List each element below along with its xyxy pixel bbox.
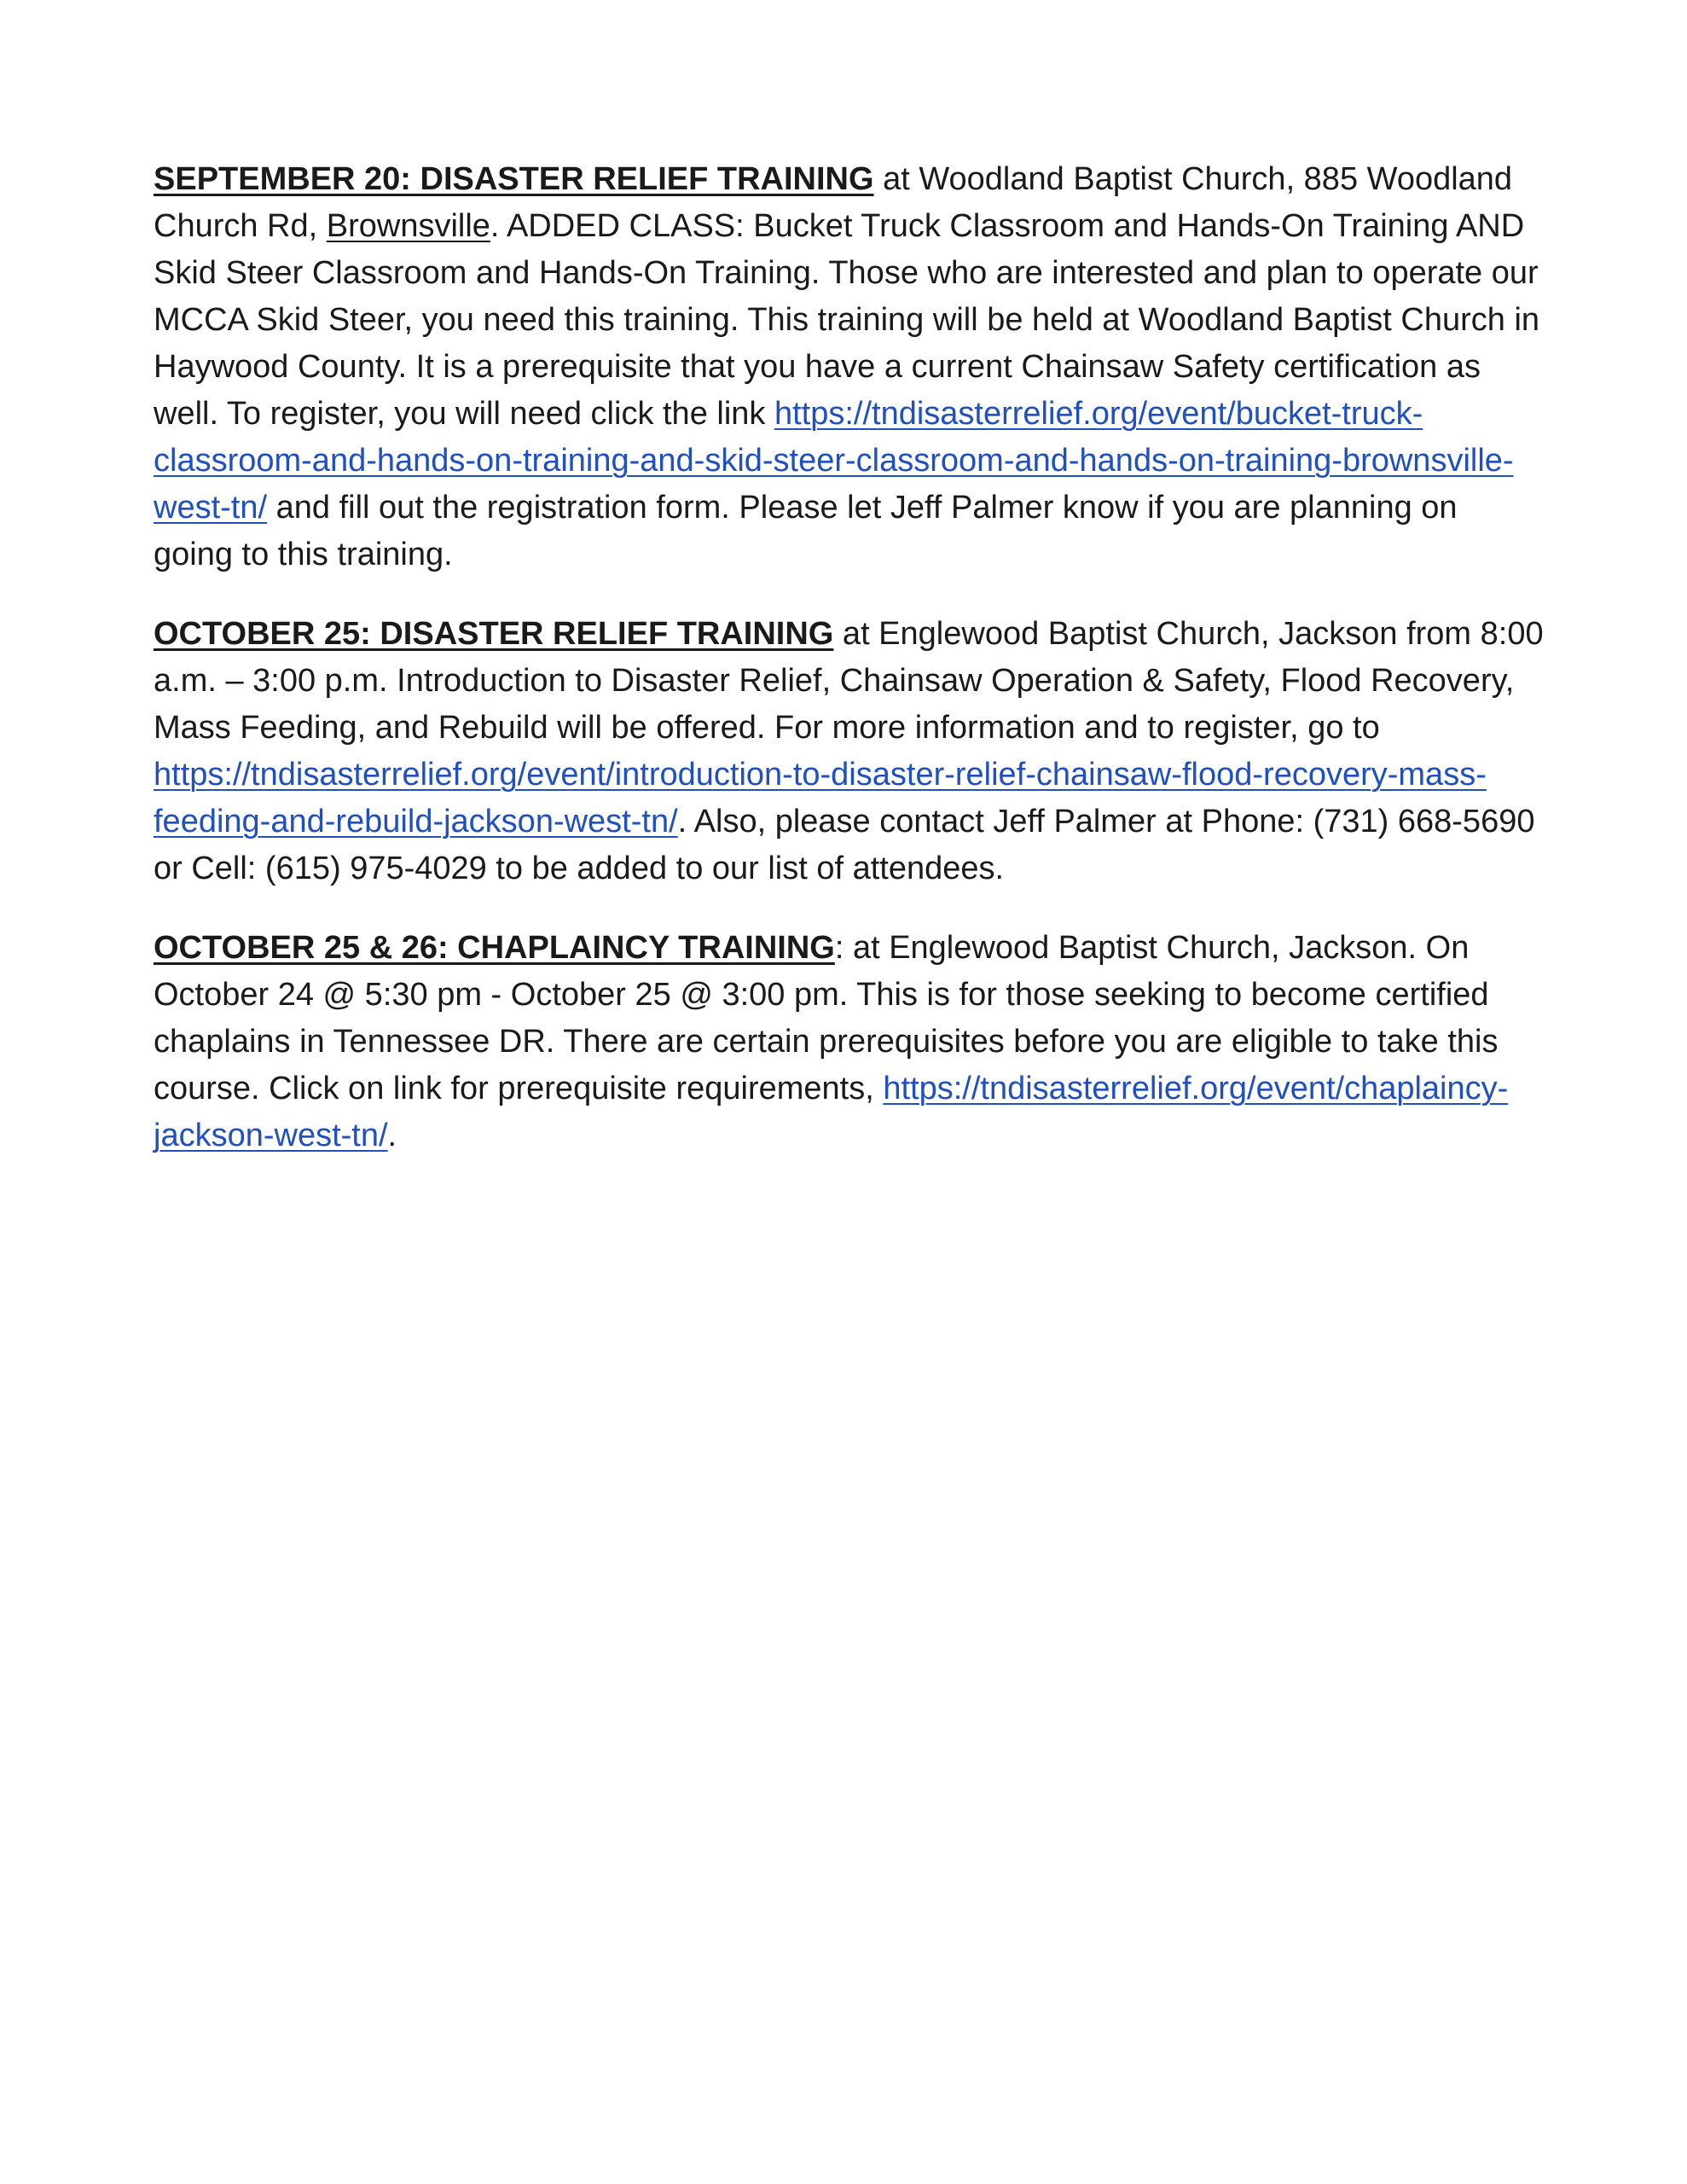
brownsville-text: Brownsville — [326, 208, 490, 244]
october-25-heading: OCTOBER 25: DISASTER RELIEF TRAINING — [154, 616, 834, 652]
chaplaincy-closing-text: . — [387, 1118, 397, 1153]
document-body — [154, 156, 1544, 1192]
introduction-disaster-relief-registration-link[interactable]: https://tndisasterrelief.org/event/introduction-to-disaster-relief-chainsaw-flood-recovery-mass-feeding-and-rebuild-jackson-west-tn/ — [154, 757, 1487, 839]
chaplaincy-prerequisites-link[interactable]: https://tndisasterrelief.org/event/chaplaincy-jackson-west-tn/ — [154, 1071, 1509, 1153]
chaplaincy-heading: OCTOBER 25 & 26: CHAPLAINCY TRAINING — [154, 930, 835, 966]
september-20-heading: SEPTEMBER 20: DISASTER RELIEF TRAINING — [154, 161, 874, 197]
september-20-section — [154, 156, 1544, 578]
chaplaincy-section — [154, 925, 1544, 1159]
september-20-location-text: at Woodland Baptist Church, 885 Woodland Church Rd, — [154, 161, 1513, 244]
september-20-details-text: . ADDED CLASS: Bucket Truck Classroom and Hands-On Training AND Skid Steer Classroom and Hands-On Training. Those who are interested and plan to operate our MCCA Skid Steer, you need this training. This training will be held at Woodland Baptist Church in Haywood County. It is a prerequisite that you have a current Chainsaw Safety certification as well. To register, you will need click the link — [154, 208, 1540, 432]
october-25-closing-text: . Also, please contact Jeff Palmer at Phone: (731) 668-5690 or Cell: (615) 975-4029 to be added to our list of attendees. — [154, 804, 1535, 886]
chaplaincy-details-text: : at Englewood Baptist Church, Jackson. On October 24 @ 5:30 pm - October 25 @ 3:00 pm. This is for those seeking to become certified chaplains in Tennessee DR. There are certain prerequisites before you are eligible to take this course. Click on link for prerequisite requirements, — [154, 930, 1499, 1107]
bucket-truck-skid-steer-registration-link[interactable]: https://tndisasterrelief.org/event/bucket-truck-classroom-and-hands-on-training-and-skid-steer-classroom-and-hands-on-training-brownsville-west-tn/ — [154, 396, 1514, 526]
october-25-details-text: at Englewood Baptist Church, Jackson from 8:00 a.m. – 3:00 p.m. Introduction to Disaster Relief, Chainsaw Operation & Safety, Flood Recovery, Mass Feeding, and Rebuild will be offered. For more information and to register, go to — [154, 616, 1544, 746]
september-20-closing-text: and fill out the registration form. Please let Jeff Palmer know if you are planning on going to this training. — [154, 490, 1458, 572]
october-25-section — [154, 611, 1544, 892]
